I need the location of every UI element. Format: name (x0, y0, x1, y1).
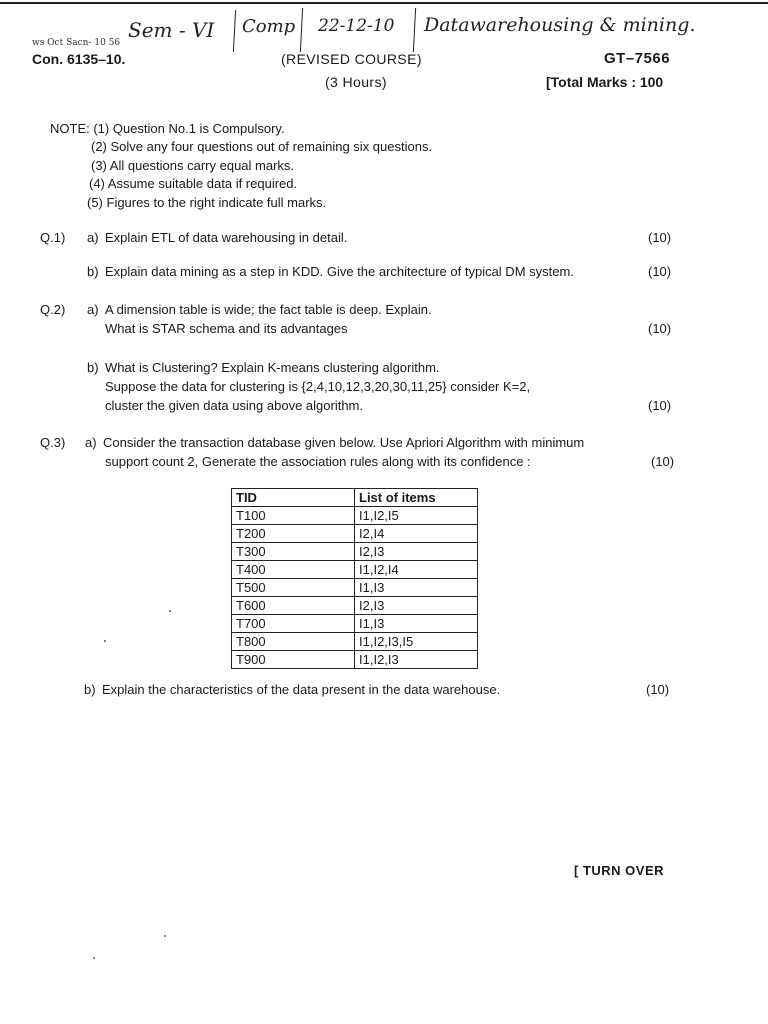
tid-cell: T900 (232, 651, 355, 669)
question-part-label: a) (87, 230, 99, 245)
question-number: Q.2) (40, 302, 66, 317)
question-part-label: b) (84, 682, 96, 697)
table-row (232, 597, 478, 615)
items-cell: I1,I2,I3,I5 (355, 633, 478, 651)
question-text: Explain ETL of data warehousing in detail. (105, 230, 348, 245)
items-cell: I1,I2,I3 (355, 651, 478, 669)
handwritten-divider (413, 8, 416, 52)
note-line: (3) All questions carry equal marks. (91, 158, 295, 173)
question-text: Explain data mining as a step in KDD. Give the architecture of typical DM system. (105, 264, 574, 279)
tid-cell: T600 (232, 597, 355, 615)
scan-speck (104, 640, 106, 642)
column-header-tid: TID (232, 489, 355, 507)
scan-stamp: ws Oct Sacn- 10 56 (32, 38, 121, 48)
question-text: Consider the transaction database given below. Use Apriori Algorithm with minimum (103, 435, 585, 450)
handwritten-branch: Comp (242, 16, 296, 37)
items-cell: I1,I2,I5 (355, 507, 478, 525)
handwritten-divider (233, 10, 236, 52)
total-marks: [Total Marks : 100 (546, 74, 664, 90)
handwritten-sem: Sem - VI (128, 18, 215, 42)
question-marks: (10) (648, 230, 672, 245)
handwritten-divider (300, 8, 303, 52)
tid-cell: T300 (232, 543, 355, 561)
tid-cell: T800 (232, 633, 355, 651)
question-text: support count 2, Generate the association rules along with its confidence : (105, 454, 531, 469)
con-number: Con. 6135–10. (32, 51, 126, 67)
items-cell: I2,I4 (355, 525, 478, 543)
question-marks: (10) (648, 321, 672, 336)
question-text: A dimension table is wide; the fact table is deep. Explain. (105, 302, 432, 317)
table-row (232, 579, 478, 597)
question-marks: (10) (648, 398, 672, 413)
note-line: (4) Assume suitable data if required. (89, 176, 298, 191)
course-type: (REVISED COURSE) (281, 51, 422, 67)
question-number: Q.1) (40, 230, 66, 245)
question-number: Q.3) (40, 435, 66, 450)
scan-speck (93, 957, 95, 959)
items-cell: I1,I2,I4 (355, 561, 478, 579)
question-marks: (10) (651, 454, 675, 469)
handwritten-date: 22-12-10 (318, 16, 395, 36)
tid-cell: T200 (232, 525, 355, 543)
tid-cell: T700 (232, 615, 355, 633)
items-cell: I1,I3 (355, 579, 478, 597)
items-cell: I2,I3 (355, 543, 478, 561)
items-cell: I2,I3 (355, 597, 478, 615)
table-row (232, 507, 478, 525)
table-row (232, 615, 478, 633)
question-marks: (10) (648, 264, 672, 279)
question-part-label: b) (87, 360, 99, 375)
table-row (232, 543, 478, 561)
tid-cell: T100 (232, 507, 355, 525)
question-part-label: a) (85, 435, 97, 450)
question-text: Suppose the data for clustering is {2,4,10,12,3,20,30,11,25} consider K=2, (105, 379, 531, 394)
scan-speck (164, 935, 166, 937)
question-text: What is Clustering? Explain K-means clustering algorithm. (105, 360, 440, 375)
question-part-label: b) (87, 264, 99, 279)
note-line: (2) Solve any four questions out of remaining six questions. (91, 139, 433, 154)
tid-cell: T500 (232, 579, 355, 597)
table-row (232, 633, 478, 651)
question-part-label: a) (87, 302, 99, 317)
tid-cell: T400 (232, 561, 355, 579)
top-rule (0, 2, 768, 4)
table-row (232, 561, 478, 579)
question-marks: (10) (646, 682, 670, 697)
table-header-row (232, 489, 478, 507)
question-text: cluster the given data using above algorithm. (105, 398, 363, 413)
handwritten-subject: Datawarehousing & mining. (424, 14, 696, 36)
table-row (232, 651, 478, 669)
table-row (232, 525, 478, 543)
turn-over-label: [ TURN OVER (574, 863, 664, 878)
scan-speck (169, 610, 171, 612)
column-header-items: List of items (355, 489, 478, 507)
note-line: NOTE: (1) Question No.1 is Compulsory. (50, 121, 285, 136)
duration: (3 Hours) (325, 74, 387, 90)
question-text: What is STAR schema and its advantages (105, 321, 348, 336)
question-text: Explain the characteristics of the data present in the data warehouse. (102, 682, 501, 697)
transaction-table (231, 488, 478, 669)
note-line: (5) Figures to the right indicate full marks. (87, 195, 327, 210)
items-cell: I1,I3 (355, 615, 478, 633)
paper-code: GT–7566 (604, 50, 671, 67)
